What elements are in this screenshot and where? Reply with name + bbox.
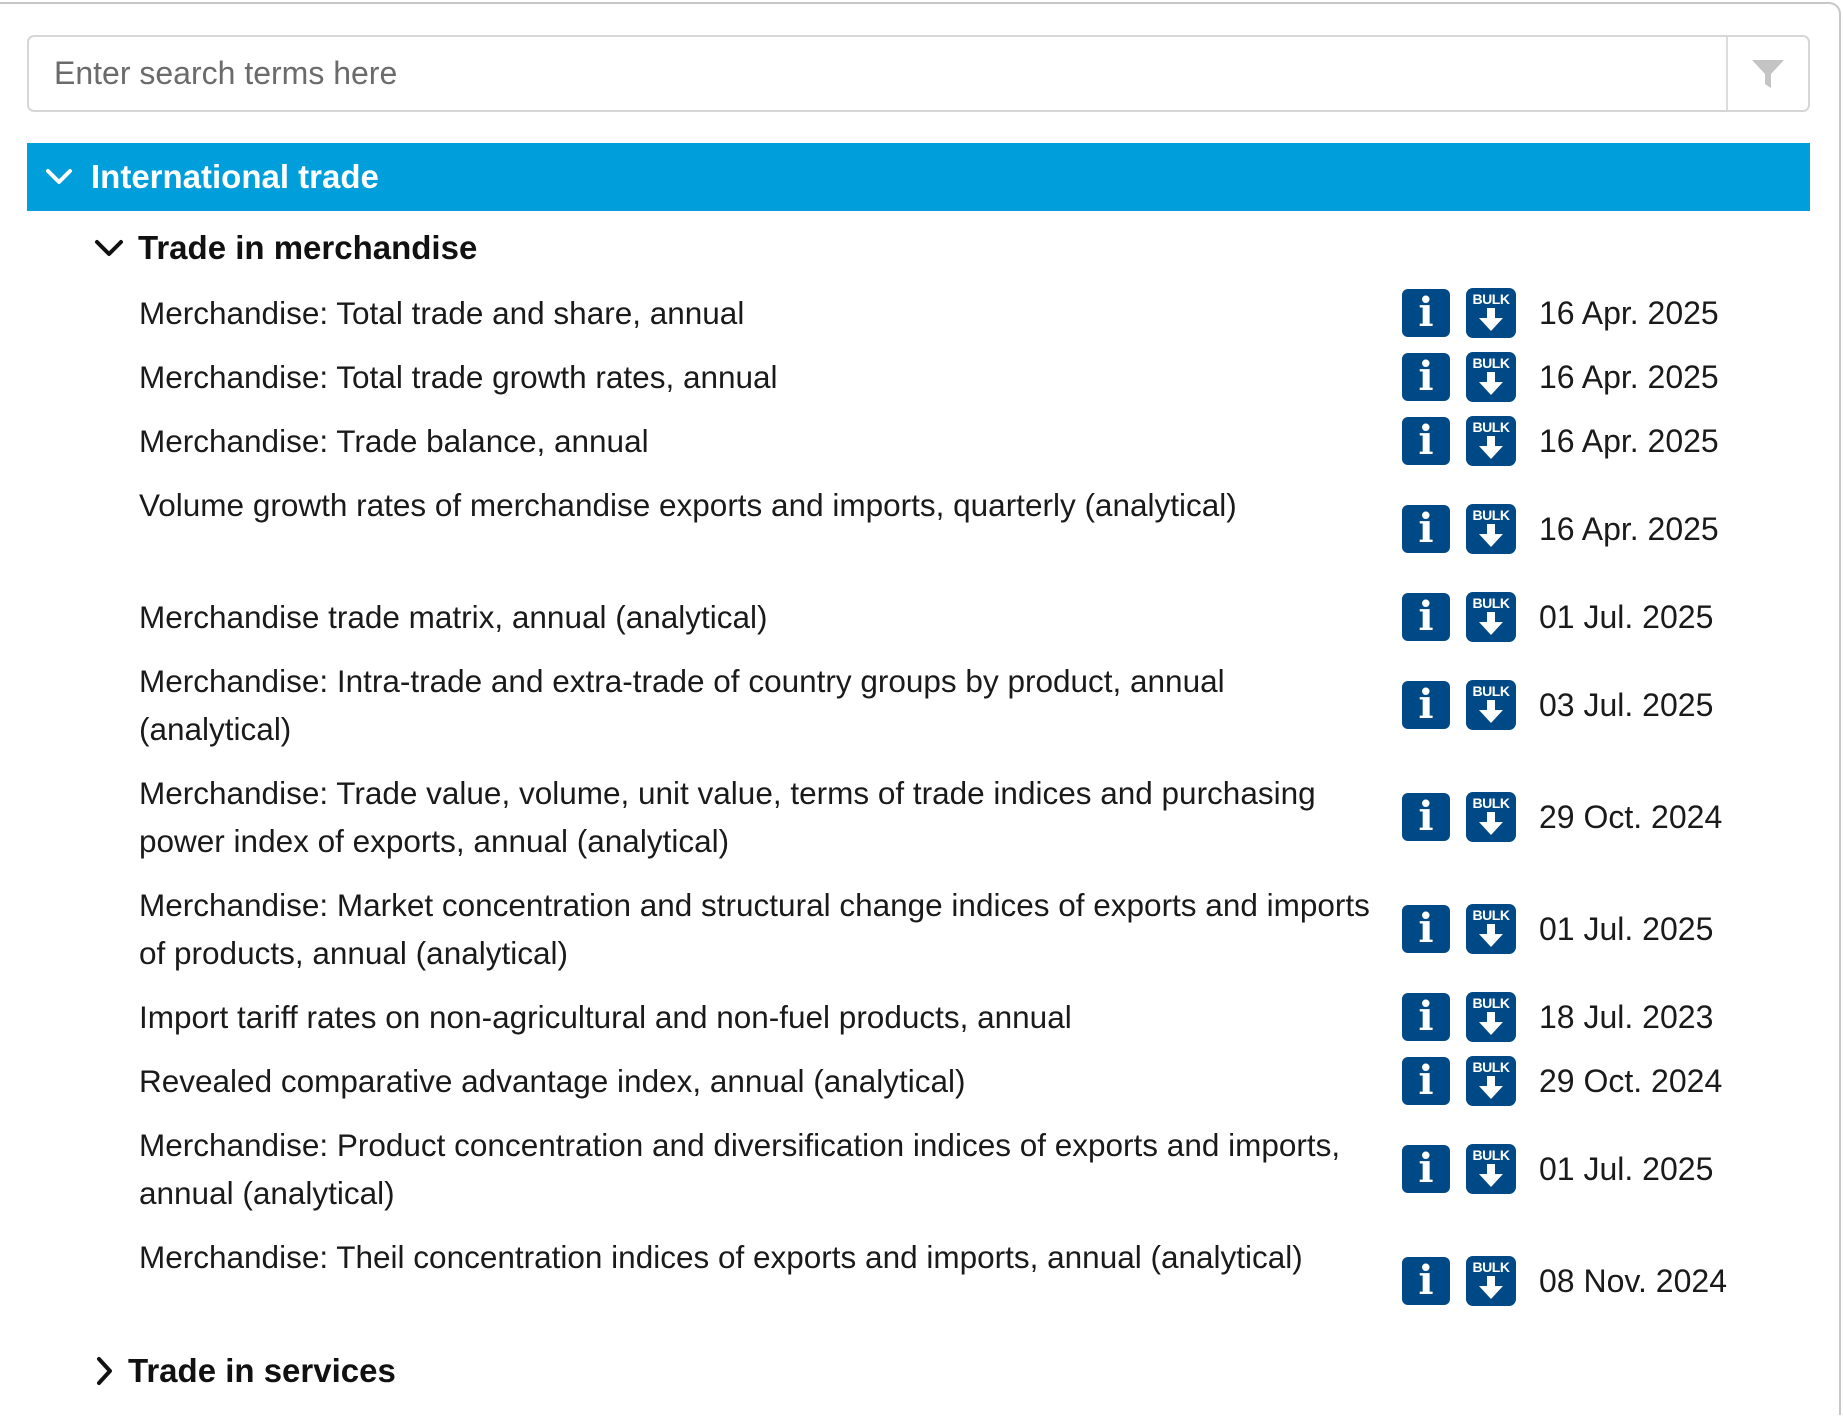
bulk-download-button[interactable] (1466, 904, 1516, 954)
row-actions (1402, 288, 1516, 338)
last-updated-date: 16 Apr. 2025 (1539, 295, 1719, 331)
bulk-label: BULK (1472, 795, 1510, 811)
row-actions (1402, 1144, 1516, 1194)
list-item (0, 993, 1843, 1041)
bulk-download-icon (1476, 1163, 1506, 1189)
bulk-label: BULK (1472, 419, 1510, 435)
search-input[interactable] (29, 37, 1726, 110)
bulk-download-button[interactable] (1466, 1056, 1516, 1106)
section-header-international-trade[interactable] (27, 143, 1810, 211)
info-icon: i (1418, 793, 1434, 840)
bulk-label: BULK (1472, 1147, 1510, 1163)
dataset-title-link[interactable]: Merchandise: Theil concentration indices of exports and imports, annual (analytical) (139, 1239, 1303, 1275)
bulk-label: BULK (1472, 291, 1510, 307)
bulk-download-button[interactable] (1466, 792, 1516, 842)
bulk-label: BULK (1472, 1059, 1510, 1075)
row-actions (1402, 504, 1516, 554)
bulk-download-icon (1476, 611, 1506, 637)
row-actions (1402, 592, 1516, 642)
info-icon: i (1418, 993, 1434, 1040)
subsection-title: Trade in merchandise (138, 229, 478, 266)
filter-icon (1751, 58, 1785, 90)
list-item (0, 353, 1843, 401)
chevron-down-icon (45, 168, 73, 186)
last-updated-date: 18 Jul. 2023 (1539, 999, 1714, 1035)
list-item (0, 881, 1843, 977)
dataset-title-link[interactable]: Merchandise: Product concentration and diversification indices of exports and imports, annual (analytical) (139, 1127, 1341, 1211)
last-updated-date: 01 Jul. 2025 (1539, 911, 1714, 947)
info-button[interactable] (1402, 417, 1450, 465)
info-icon: i (1418, 905, 1434, 952)
bulk-download-button[interactable] (1466, 352, 1516, 402)
subsection-title: Trade in services (128, 1352, 396, 1389)
chevron-right-icon (94, 1356, 114, 1386)
info-icon: i (1418, 681, 1434, 728)
last-updated-date: 29 Oct. 2024 (1539, 1063, 1723, 1099)
bulk-download-button[interactable] (1466, 504, 1516, 554)
row-actions (1402, 680, 1516, 730)
bulk-download-button[interactable] (1466, 416, 1516, 466)
bulk-label: BULK (1472, 355, 1510, 371)
info-button[interactable] (1402, 793, 1450, 841)
bulk-download-button[interactable] (1466, 992, 1516, 1042)
dataset-title-link[interactable]: Merchandise: Trade value, volume, unit value, terms of trade indices and purchasing power index of exports, annual (analytical) (139, 775, 1316, 859)
dataset-title-link[interactable]: Volume growth rates of merchandise exports and imports, quarterly (analytical) (139, 487, 1237, 523)
bulk-download-icon (1476, 307, 1506, 333)
dataset-title-link[interactable]: Merchandise trade matrix, annual (analytical) (139, 599, 768, 635)
last-updated-date: 03 Jul. 2025 (1539, 687, 1714, 723)
bulk-download-button[interactable] (1466, 1144, 1516, 1194)
info-icon: i (1418, 1145, 1434, 1192)
list-item (0, 1233, 1843, 1329)
row-actions (1402, 352, 1516, 402)
info-button[interactable] (1402, 289, 1450, 337)
list-item (0, 769, 1843, 865)
section-title: International trade (91, 158, 379, 195)
info-button[interactable] (1402, 1145, 1450, 1193)
info-button[interactable] (1402, 505, 1450, 553)
dataset-title-link[interactable]: Merchandise: Intra-trade and extra-trade of country groups by product, annual (analytical) (139, 663, 1225, 747)
bulk-download-button[interactable] (1466, 1256, 1516, 1306)
search-bar (27, 35, 1810, 112)
bulk-download-button[interactable] (1466, 592, 1516, 642)
info-icon: i (1418, 353, 1434, 400)
last-updated-date: 01 Jul. 2025 (1539, 599, 1714, 635)
bulk-download-icon (1476, 435, 1506, 461)
list-item (0, 481, 1843, 577)
dataset-title-link[interactable]: Revealed comparative advantage index, annual (analytical) (139, 1063, 966, 1099)
list-item (0, 417, 1843, 465)
dataset-title-link[interactable]: Merchandise: Trade balance, annual (139, 423, 649, 459)
info-icon: i (1418, 593, 1434, 640)
dataset-title-link[interactable]: Merchandise: Market concentration and structural change indices of exports and imports of products, annual (analytical) (139, 887, 1370, 971)
row-actions (1402, 792, 1516, 842)
row-actions (1402, 1256, 1516, 1306)
bulk-download-icon (1476, 371, 1506, 397)
dataset-title-link[interactable]: Merchandise: Total trade and share, annual (139, 295, 745, 331)
bulk-download-button[interactable] (1466, 288, 1516, 338)
dataset-title-link[interactable]: Merchandise: Total trade growth rates, annual (139, 359, 778, 395)
bulk-label: BULK (1472, 1259, 1510, 1275)
chevron-down-icon (94, 238, 124, 258)
row-actions (1402, 1056, 1516, 1106)
row-actions (1402, 992, 1516, 1042)
dataset-title-link[interactable]: Import tariff rates on non-agricultural and non-fuel products, annual (139, 999, 1072, 1035)
list-item (0, 1057, 1843, 1105)
info-icon: i (1418, 505, 1434, 552)
info-button[interactable] (1402, 905, 1450, 953)
subsection-header-trade-in-merchandise[interactable] (94, 218, 477, 278)
bulk-download-icon (1476, 523, 1506, 549)
info-button[interactable] (1402, 993, 1450, 1041)
row-actions (1402, 416, 1516, 466)
filter-button[interactable] (1726, 37, 1808, 110)
bulk-download-icon (1476, 1075, 1506, 1101)
bulk-download-icon (1476, 1011, 1506, 1037)
info-icon: i (1418, 417, 1434, 464)
info-button[interactable] (1402, 681, 1450, 729)
bulk-label: BULK (1472, 595, 1510, 611)
info-button[interactable] (1402, 593, 1450, 641)
bulk-label: BULK (1472, 907, 1510, 923)
list-item (0, 593, 1843, 641)
row-actions (1402, 904, 1516, 954)
bulk-download-icon (1476, 1275, 1506, 1301)
last-updated-date: 01 Jul. 2025 (1539, 1151, 1714, 1187)
info-icon: i (1418, 1057, 1434, 1104)
list-item (0, 657, 1843, 753)
last-updated-date: 08 Nov. 2024 (1539, 1263, 1727, 1299)
bulk-download-icon (1476, 811, 1506, 837)
bulk-label: BULK (1472, 507, 1510, 523)
info-button[interactable] (1402, 1257, 1450, 1305)
info-button[interactable] (1402, 353, 1450, 401)
list-item (0, 1121, 1843, 1217)
bulk-download-button[interactable] (1466, 680, 1516, 730)
info-icon: i (1418, 1257, 1434, 1304)
last-updated-date: 16 Apr. 2025 (1539, 359, 1719, 395)
info-icon: i (1418, 289, 1434, 336)
last-updated-date: 16 Apr. 2025 (1539, 511, 1719, 547)
subsection-header-trade-in-services[interactable] (94, 1341, 396, 1401)
last-updated-date: 29 Oct. 2024 (1539, 799, 1723, 835)
info-button[interactable] (1402, 1057, 1450, 1105)
bulk-download-icon (1476, 699, 1506, 725)
bulk-label: BULK (1472, 995, 1510, 1011)
bulk-download-icon (1476, 923, 1506, 949)
last-updated-date: 16 Apr. 2025 (1539, 423, 1719, 459)
list-item (0, 289, 1843, 337)
bulk-label: BULK (1472, 683, 1510, 699)
